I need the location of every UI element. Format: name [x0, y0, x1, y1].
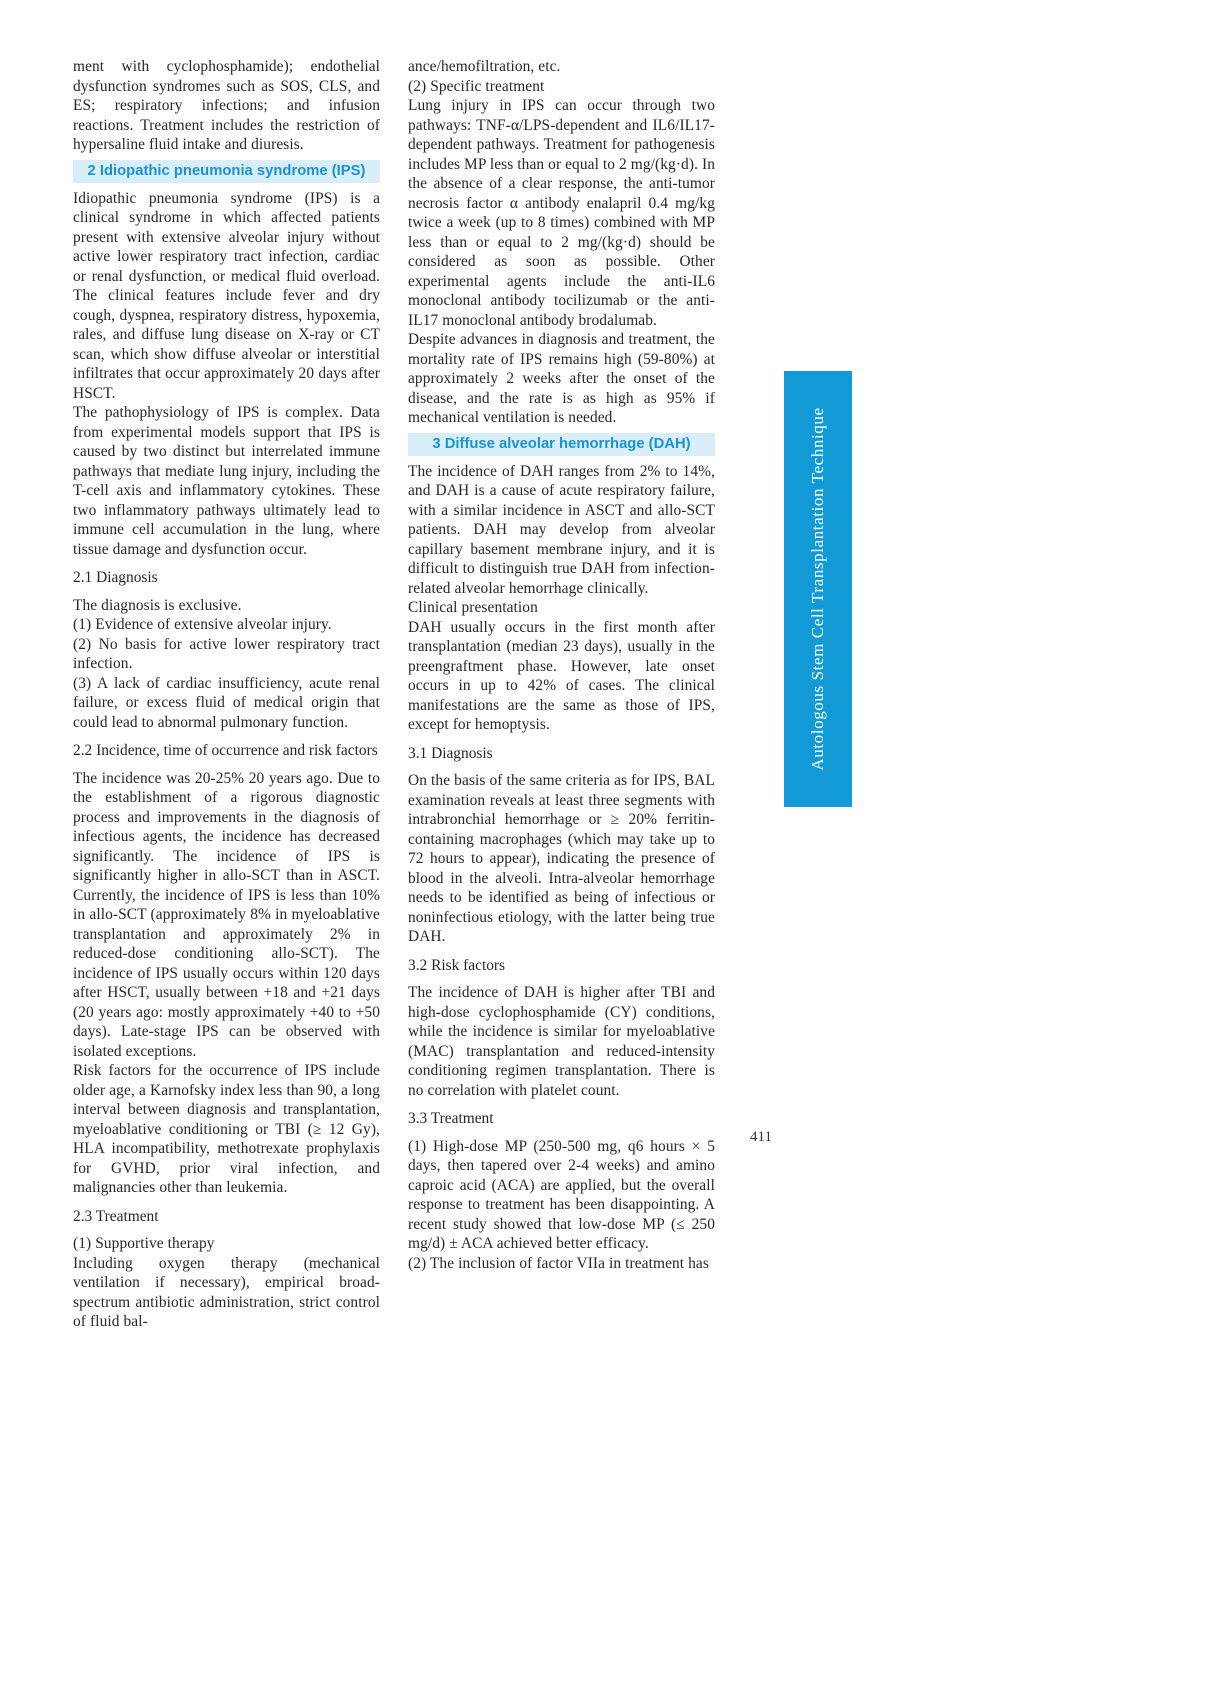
subsection-heading: 2.2 Incidence, time of occurrence and risk factors [73, 742, 378, 759]
paragraph: The incidence of DAH ranges from 2% to 14%, and DAH is a cause of acute respiratory failure, with a similar incidence in ASCT and allo-SCT patients. DAH may develop from alveolar capillary basement membrane injury, and it is difficult to distinguish true DAH from infection-related alveolar hemorrhage clinically. [408, 462, 715, 597]
paragraph: (1) High-dose MP (250-500 mg, q6 hours × 5 days, then tapered over 2-4 weeks) and amino caproic acid (ACA) are applied, but the overall response to treatment has been disappointing. A recent study showed that low-dose MP (≤ 250 mg/d) ± ACA achieved better efficacy. [408, 1137, 715, 1252]
paragraph: The diagnosis is exclusive. [73, 596, 242, 614]
section-heading-dah: 3 Diffuse alveolar hemorrhage (DAH) [408, 433, 715, 456]
paragraph: DAH usually occurs in the first month after transplantation (median 23 days), usually in the preengraftment phase. However, late onset occurs in up to 42% of cases. The clinical manifestations are the same as those of IPS, except for hemoptysis. [408, 618, 715, 733]
paragraph: ance/hemofiltration, etc. [408, 58, 561, 75]
paragraph: (3) A lack of cardiac insufficiency, acute renal failure, or excess fluid of medical origin that could lead to abnormal pulmonary function. [73, 674, 380, 731]
paragraph: ment with cyclophosphamide); endothelial dysfunction syndromes such as SOS, CLS, and ES; respiratory infections; and infusion reactions. Treatment includes the restriction of hypersaline fluid intake and diuresis. [73, 58, 380, 153]
subsection-heading: 3.2 Risk factors [408, 956, 506, 974]
section-heading-ips: 2 Idiopathic pneumonia syndrome (IPS) [73, 160, 380, 183]
paragraph: On the basis of the same criteria as for IPS, BAL examination reveals at least three segments with intrabronchial hemorrhage or ≥ 20% ferritin-containing macrophages (which may take up to 72 hours to appear), indicating the presence of blood in the alveoli. Intra-alveolar hemorrhage needs to be identified as being of infectious or noninfectious etiology, with the latter being true DAH. [408, 772, 715, 945]
paragraph: (2) Specific treatment [408, 77, 545, 95]
paragraph: The incidence of DAH is higher after TBI and high-dose cyclophosphamide (CY) conditions, while the incidence is similar for myeloablative (MAC) transplantation and reduced-intensity conditioning regimen transplantation. There is no correlation with platelet count. [408, 984, 715, 1099]
subsection-heading: 3.1 Diagnosis [408, 744, 493, 762]
paragraph: (2) No basis for active lower respiratory tract infection. [73, 635, 380, 672]
subsection-heading: 3.3 Treatment [408, 1110, 494, 1127]
paragraph: (1) Supportive therapy [73, 1235, 215, 1252]
right-column [408, 57, 715, 1332]
paragraph: The pathophysiology of IPS is complex. Data from experimental models support that IPS is caused by two distinct but interrelated immune pathways that mediate lung injury, including the T-cell axis and inflammatory cytokines. These two inflammatory pathways ultimately lead to immune cell accumulation in the lung, where tissue damage and dysfunction occur. [73, 404, 380, 558]
left-column [73, 57, 380, 1332]
paragraph: Including oxygen therapy (mechanical ventilation if necessary), empirical broad-spectrum antibiotic administration, strict control of fluid bal- [73, 1254, 380, 1330]
paragraph: Clinical presentation [408, 599, 538, 616]
paragraph: (1) Evidence of extensive alveolar injury. [73, 616, 332, 633]
paragraph: Risk factors for the occurrence of IPS include older age, a Karnofsky index less than 90, a long interval between diagnosis and transplantation, myeloablative conditioning or TBI (≥ 12 Gy), HLA incompatibility, methotrexate prophylaxis for GVHD, prior viral infection, and malignancies other than leukemia. [73, 1062, 380, 1196]
subsection-heading: 2.1 Diagnosis [73, 569, 158, 586]
paragraph: Lung injury in IPS can occur through two pathways: TNF-α/LPS-dependent and IL6/IL17-dependent pathways. Treatment for pathogenesis includes MP less than or equal to 2 mg/(kg·d). In the absence of a clear response, the anti-tumor necrosis factor α antibody enalapril 0.4 mg/kg twice a week (up to 8 times) combined with MP less than or equal to 2 mg/(kg·d) should be considered as soon as possible. Other experimental agents include the anti-IL6 monoclonal antibody tocilizumab or the anti-IL17 monoclonal antibody brodalumab. [408, 97, 715, 329]
paragraph: Idiopathic pneumonia syndrome (IPS) is a clinical syndrome in which affected patients present with extensive alveolar injury without active lower respiratory tract infection, cardiac or renal dysfunction, or medical fluid overload. The clinical features include fever and dry cough, dyspnea, respiratory distress, hypoxemia, rales, and diffuse lung disease on X-ray or CT scan, which show diffuse alveolar or interstitial infiltrates that occur approximately 20 days after HSCT. [73, 189, 380, 402]
paragraph: (2) The inclusion of factor VIIa in treatment has [408, 1254, 709, 1272]
paragraph: Despite advances in diagnosis and treatment, the mortality rate of IPS remains high (59-80%) at approximately 2 weeks after the onset of the disease, and the rate is as high as 95% if mechanical ventilation is needed. [408, 331, 715, 426]
chapter-thumb-tab-label: Autologous Stem Cell Transplantation Technique [808, 407, 827, 771]
text-columns [73, 57, 715, 1332]
page-number: 411 [750, 1129, 772, 1145]
subsection-heading: 2.3 Treatment [73, 1207, 159, 1225]
paragraph: The incidence was 20-25% 20 years ago. Due to the establishment of a rigorous diagnostic process and improvements in the diagnosis of infectious agents, the incidence has decreased significantly. The incidence of IPS is significantly higher in allo-SCT than in ASCT. Currently, the incidence of IPS is less than 10% in allo-SCT (approximately 8% in myeloablative transplantation and approximately 2% in reduced-dose conditioning allo-SCT). The incidence of IPS usually occurs within 120 days after HSCT, usually between +18 and +21 days (20 years ago: mostly approximately +40 to +50 days). Late-stage IPS can be observed with isolated exceptions. [73, 769, 380, 1060]
chapter-thumb-tab [784, 371, 852, 807]
